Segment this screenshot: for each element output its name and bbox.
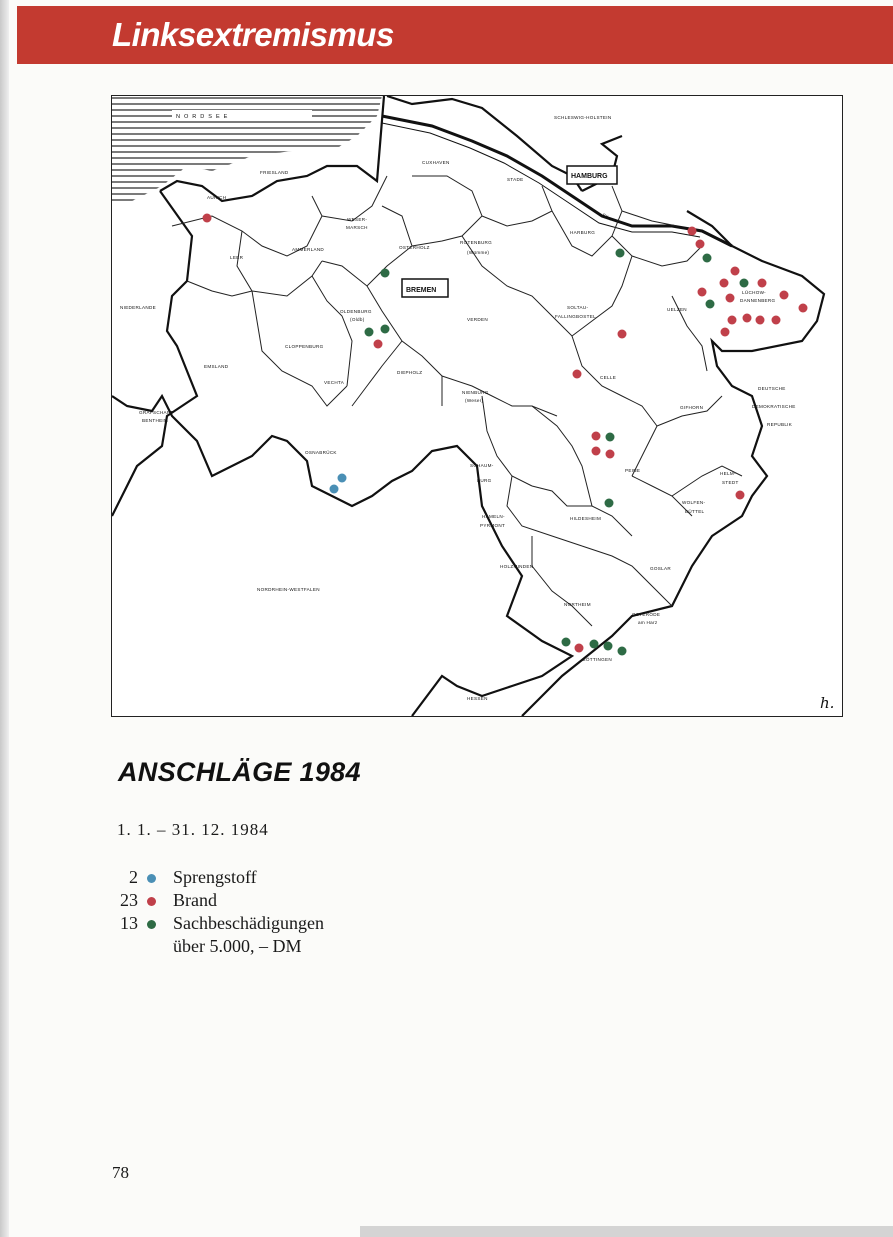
district-label: STADE xyxy=(507,177,524,182)
legend-count: 2 xyxy=(129,867,138,887)
district-label: CLOPPENBURG xyxy=(285,344,324,349)
district-label: HELM- xyxy=(720,471,736,476)
district-label: EMSLAND xyxy=(204,364,229,369)
label-nordsee: N O R D S E E xyxy=(176,114,229,120)
incident-dot-brand xyxy=(203,214,212,223)
section-header xyxy=(17,6,893,64)
district-label: OSNABRÜCK xyxy=(305,450,337,455)
district-label: CUXHAVEN xyxy=(422,160,450,165)
incident-dot-spreng xyxy=(330,485,339,494)
label-hessen: HESSEN xyxy=(467,696,488,701)
district-label: OSTERHOLZ xyxy=(399,245,430,250)
district-label: FALLINGBOSTEL xyxy=(555,314,596,319)
district-label: HARBURG xyxy=(570,230,596,235)
incident-dot-brand xyxy=(728,316,737,325)
incident-dot-brand xyxy=(772,316,781,325)
district-label: VECHTA xyxy=(324,380,345,385)
incident-dot-brand xyxy=(799,304,808,313)
label-niederlande: NIEDERLANDE xyxy=(120,305,156,310)
page-bottom-edge xyxy=(360,1226,893,1237)
district-label: UELZEN xyxy=(667,307,687,312)
incident-dot-brand xyxy=(575,644,584,653)
district-label: BÜTTEL xyxy=(685,509,705,514)
incident-dot-sach xyxy=(740,279,749,288)
district-label: (Wümme) xyxy=(467,250,490,255)
district-label: GÖTTINGEN xyxy=(582,657,613,662)
district-label: LÜCHOW- xyxy=(742,290,766,295)
incident-dot-brand xyxy=(736,491,745,500)
incident-dot-spreng xyxy=(338,474,347,483)
incident-dot-sach xyxy=(604,642,613,651)
district-label: AMMERLAND xyxy=(292,247,325,252)
district-label: WESER- xyxy=(347,217,368,222)
section-title: Linksextremismus xyxy=(112,16,394,53)
district-label: CELLE xyxy=(600,375,617,380)
incident-dot-brand xyxy=(758,279,767,288)
district-label: SOLTAU- xyxy=(567,305,589,310)
district-label: SCHAUM- xyxy=(470,463,494,468)
district-label: BENTHEIM xyxy=(142,418,169,423)
incident-dot-brand xyxy=(743,314,752,323)
incident-dot-sach xyxy=(618,647,627,656)
label-ddr-3: REPUBLIK xyxy=(767,422,793,427)
map-signature: h. xyxy=(820,694,835,712)
incident-dot-brand xyxy=(573,370,582,379)
district-label: HOLZMINDEN xyxy=(500,564,534,569)
incident-dot-sach xyxy=(606,433,615,442)
district-label: VERDEN xyxy=(467,317,488,322)
legend-dot-red xyxy=(147,897,156,906)
district-label: PEINE xyxy=(625,468,641,473)
incident-dot-brand xyxy=(756,316,765,325)
map-niedersachsen xyxy=(111,95,843,717)
incident-dot-sach xyxy=(605,499,614,508)
incident-dot-brand xyxy=(618,330,627,339)
incident-dot-sach xyxy=(381,269,390,278)
legend-label: Brand xyxy=(173,890,217,910)
incident-dot-brand xyxy=(726,294,735,303)
page-heading: ANSCHLÄGE 1984 xyxy=(118,757,361,787)
district-label: DIEPHOLZ xyxy=(397,370,423,375)
incident-dot-brand xyxy=(688,227,697,236)
district-label: am Harz xyxy=(638,620,658,625)
district-label: STEDT xyxy=(722,480,739,485)
incident-dot-sach xyxy=(703,254,712,263)
label-hamburg: HAMBURG xyxy=(571,173,608,180)
page-edge-shadow xyxy=(0,0,9,1237)
district-borders xyxy=(172,176,742,626)
label-schleswig-holstein: SCHLESWIG-HOLSTEIN xyxy=(554,115,612,120)
legend-label: Sprengstoff xyxy=(173,867,257,887)
label-ddr-2: DEMOKRATISCHE xyxy=(752,404,796,409)
incident-dot-brand xyxy=(374,340,383,349)
district-label: GRAFSCHAFT xyxy=(139,410,174,415)
district-label: OSTERODE xyxy=(632,612,661,617)
incident-dot-sach xyxy=(381,325,390,334)
district-label: (Oldb) xyxy=(350,317,365,322)
incident-dot-sach xyxy=(590,640,599,649)
district-label: HAMELN- xyxy=(482,514,505,519)
district-label: LEER xyxy=(230,255,244,260)
district-labels xyxy=(139,160,776,662)
district-label: MARSCH xyxy=(346,225,368,230)
district-label: DANNENBERG xyxy=(740,298,776,303)
label-elbe: Elbe xyxy=(601,212,614,222)
incident-dot-brand xyxy=(592,447,601,456)
district-label: AURICH xyxy=(207,195,227,200)
incident-dot-brand xyxy=(720,279,729,288)
district-label: HILDESHEIM xyxy=(570,516,602,521)
incident-dot-sach xyxy=(616,249,625,258)
district-label: NIENBURG xyxy=(462,390,489,395)
district-label: NORTHEIM xyxy=(564,602,591,607)
date-range: 1. 1. – 31. 12. 1984 xyxy=(117,820,269,839)
district-label: FRIESLAND xyxy=(260,170,289,175)
legend-count: 13 xyxy=(120,913,138,933)
district-label: BURG xyxy=(477,478,492,483)
district-label: GOSLAR xyxy=(650,566,671,571)
incident-dot-sach xyxy=(562,638,571,647)
incident-dot-brand xyxy=(606,450,615,459)
district-label: OLDENBURG xyxy=(340,309,372,314)
district-label: (Weser) xyxy=(465,398,484,403)
incident-dot-brand xyxy=(696,240,705,249)
legend-label: Sachbeschädigungen xyxy=(173,913,324,933)
incident-dot-sach xyxy=(365,328,374,337)
incident-dot-sach xyxy=(706,300,715,309)
map-svg xyxy=(112,96,842,716)
incident-dot-brand xyxy=(780,291,789,300)
legend-count: 23 xyxy=(120,890,138,910)
district-label: ROTENBURG xyxy=(460,240,493,245)
incident-dot-brand xyxy=(721,328,730,337)
page-number: 78 xyxy=(112,1163,129,1182)
incident-dot-brand xyxy=(698,288,707,297)
label-bremen: BREMEN xyxy=(406,287,437,294)
legend-dot-blue xyxy=(147,874,156,883)
incident-dot-brand xyxy=(592,432,601,441)
district-label: PYRMONT xyxy=(480,523,506,528)
legend-dot-green xyxy=(147,920,156,929)
district-label: GIFHORN xyxy=(680,405,704,410)
incident-dot-brand xyxy=(731,267,740,276)
river-elbe xyxy=(382,116,732,246)
label-nrw: NORDRHEIN-WESTFALEN xyxy=(257,587,320,592)
district-label: WOLFEN- xyxy=(682,500,706,505)
legend-label-continuation: über 5.000, – DM xyxy=(173,936,302,956)
label-ddr-1: DEUTSCHE xyxy=(758,386,786,391)
